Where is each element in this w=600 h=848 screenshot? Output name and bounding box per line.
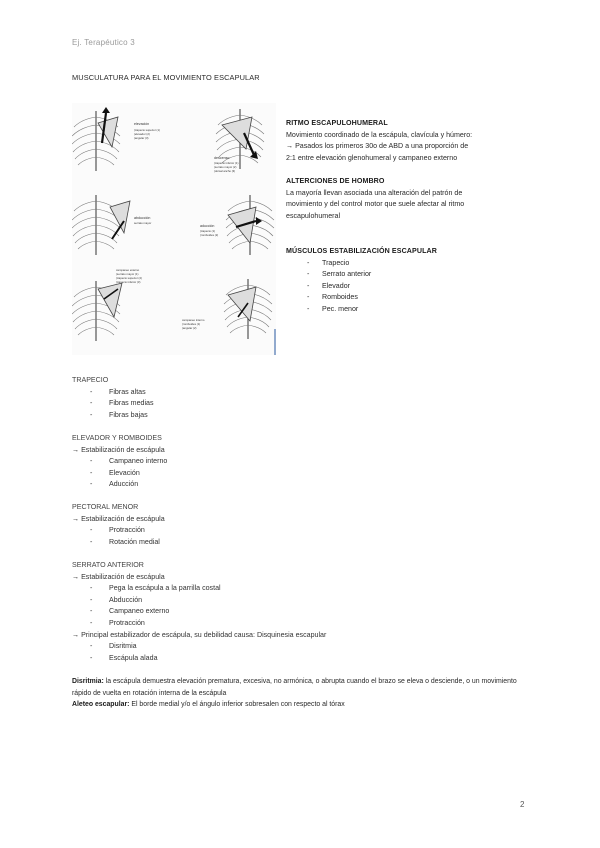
musculos-block [286, 246, 536, 316]
svg-text:campaneo interno: campaneo interno [182, 318, 205, 322]
alteraciones-block [286, 176, 536, 222]
pectoral-arrow-text: → Estabilización de escápula [72, 514, 165, 523]
svg-text:(angular (3): (angular (3) [134, 136, 149, 140]
elevador-title: ELEVADOR Y ROMBOIDES [72, 434, 162, 442]
svg-text:(trapecio inferior (1): (trapecio inferior (1) [214, 161, 239, 165]
ritmo-text-3: 2:1 entre elevación glenohumeral y campaneo externo [286, 153, 458, 162]
serrato-title: SERRATO ANTERIOR [72, 561, 144, 569]
document-header: Ej. Terapéutico 3 [72, 38, 135, 47]
page-number: 2 [520, 800, 525, 809]
list-item: - Disritmia [72, 641, 532, 653]
list-item: - Elevación [72, 468, 532, 480]
definitions-block [72, 676, 532, 711]
svg-text:(romboides (1): (romboides (1) [182, 322, 201, 326]
panel-elevacion [72, 107, 160, 171]
alteraciones-text-3: escapulohumeral [286, 211, 341, 220]
svg-text:aducción: aducción [200, 224, 215, 228]
trapecio-section [72, 375, 532, 421]
list-item: - Trapecio [286, 258, 536, 270]
list-item: - Campaneo interno [72, 456, 532, 468]
aleteo-text: El borde medial y/o el ángulo inferior sobresalen con respecto al tórax [129, 701, 345, 709]
panel-aduccion [200, 195, 274, 255]
list-item: - Pec. menor [286, 304, 536, 316]
aleteo-term: Aleteo escapular: [72, 701, 130, 709]
anatomy-illustration [72, 103, 276, 355]
ritmo-title: RITMO ESCAPULOHUMERAL [286, 119, 388, 127]
list-item: - Protracción [72, 618, 532, 630]
svg-text:(trapecio superior (1): (trapecio superior (1) [134, 128, 160, 132]
list-item: - Romboides [286, 292, 536, 304]
svg-text:serrato mayor: serrato mayor [134, 221, 152, 225]
trapecio-title: TRAPECIO [72, 376, 109, 384]
svg-text:(romboides (2): (romboides (2) [200, 233, 219, 237]
alteraciones-title: ALTERCIONES DE HOMBRO [286, 177, 385, 185]
list-item: - Abducción [72, 595, 532, 607]
list-item: - Protracción [72, 525, 532, 537]
panel-campaneo-externo [72, 268, 142, 341]
svg-text:campaneo externo: campaneo externo [116, 268, 140, 272]
panel-descenso [214, 109, 264, 173]
list-item: - Escápula alada [72, 653, 532, 665]
alteraciones-text-2: movimiento y del control motor que suele afectar al ritmo [286, 200, 465, 209]
ritmo-block [286, 118, 536, 164]
ritmo-text-1: Movimiento coordinado de la escápula, clavícula y húmero: [286, 130, 473, 139]
svg-text:elevación: elevación [134, 122, 150, 126]
elevador-section [72, 433, 532, 491]
serrato-arrow-text: → Estabilización de escápula [72, 572, 165, 581]
disritmia-definition [72, 676, 532, 699]
svg-text:(trapecio superior (2): (trapecio superior (2) [116, 276, 142, 280]
svg-text:(trapecio (1): (trapecio (1) [200, 229, 216, 233]
ritmo-text-2: → Pasados los primeros 30o de ABD a una proporción de [286, 142, 469, 151]
aleteo-definition [72, 699, 532, 711]
musculos-title: MÚSCULOS ESTABILIZACIÓN ESCAPULAR [286, 247, 437, 255]
pectoral-title: PECTORAL MENOR [72, 503, 139, 511]
svg-text:abducción: abducción [134, 216, 151, 220]
list-item: - Serrato anterior [286, 269, 536, 281]
list-item: - Fibras bajas [72, 410, 532, 422]
svg-text:(angular (2): (angular (2) [182, 326, 197, 330]
svg-text:(trapecio inferior (3): (trapecio inferior (3) [116, 280, 141, 284]
list-item: - Rotación medial [72, 537, 532, 549]
list-item: - Campaneo externo [72, 606, 532, 618]
panel-abduccion [72, 195, 151, 255]
list-item: - Fibras medias [72, 398, 532, 410]
list-item: - Aducción [72, 479, 532, 491]
pectoral-section [72, 502, 532, 548]
list-item: - Pega la escápula a la parrilla costal [72, 583, 532, 595]
svg-text:(serrato mayor (2): (serrato mayor (2) [214, 165, 237, 169]
panel-campaneo-interno [182, 279, 272, 339]
scapular-muscles-figure [72, 103, 276, 355]
section-title: MUSCULATURA PARA EL MOVIMIENTO ESCAPULAR [72, 73, 260, 82]
svg-text:(serrato mayor (1): (serrato mayor (1) [116, 272, 139, 276]
svg-text:(elevador (2): (elevador (2) [134, 132, 150, 136]
disritmia-text: la escápula demuestra elevación prematura, excesiva, no armónica, o abrupta cuando el brazo se eleva o desciende, o un movimiento rápido de vuelta en rotación interna de la escápula [72, 678, 517, 697]
serrato-section [72, 560, 532, 664]
disritmia-term: Disritmia: [72, 678, 104, 685]
list-item: - Elevador [286, 281, 536, 293]
svg-text:descenso: descenso [214, 156, 230, 160]
alteraciones-text-1: La mayoría llevan asociada una alteración del patrón de [286, 188, 463, 197]
svg-text:(dorsal ancho (3): (dorsal ancho (3) [214, 169, 236, 173]
serrato-arrow-text-2: → Principal estabilizador de escápula, su debilidad causa: Disquinesia escapular [72, 630, 327, 639]
elevador-arrow-text: → Estabilización de escápula [72, 445, 165, 454]
list-item: - Fibras altas [72, 387, 532, 399]
